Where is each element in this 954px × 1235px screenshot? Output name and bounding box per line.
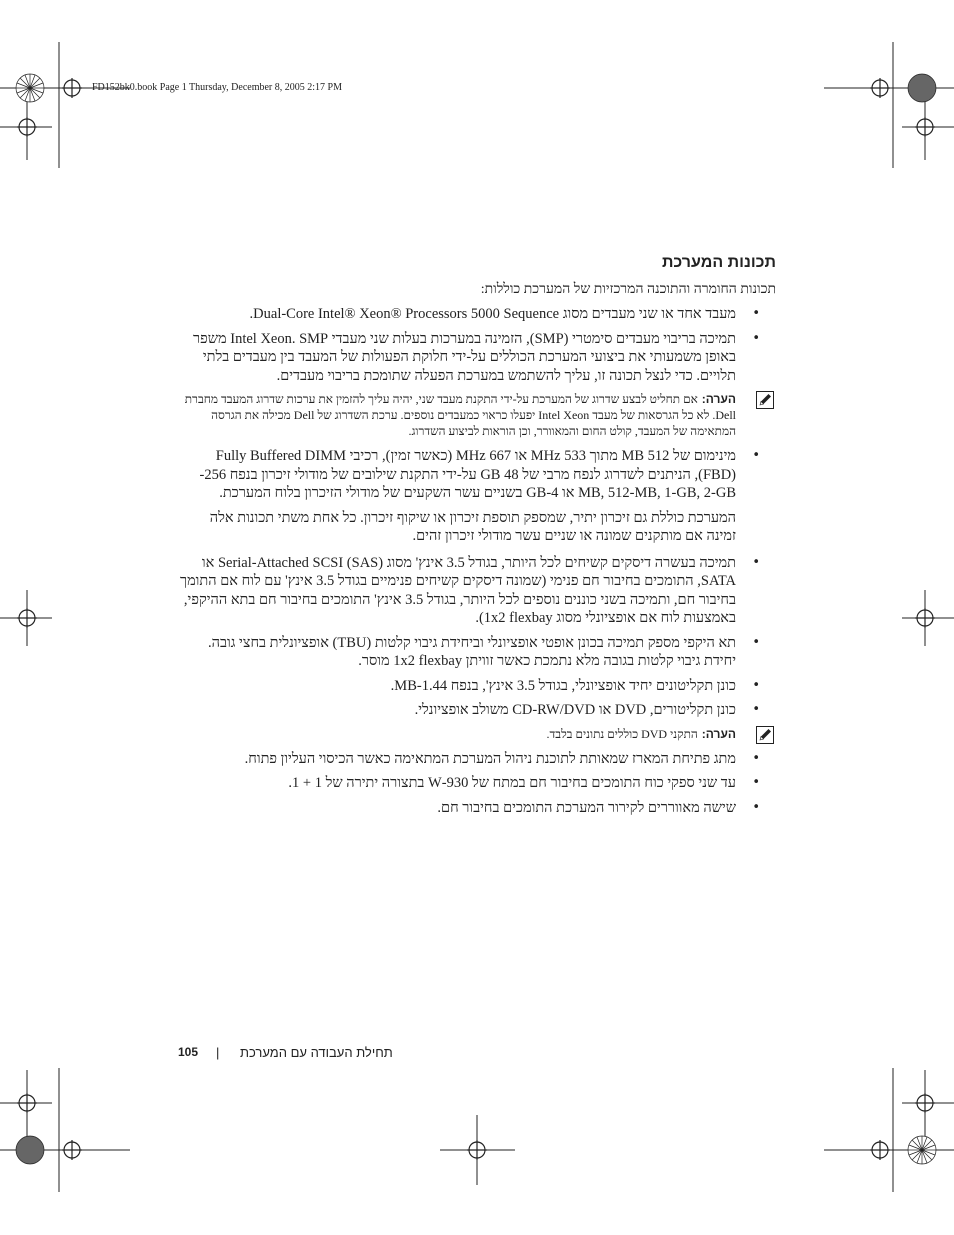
feature-list <box>178 554 776 720</box>
list-item: • מתג פתיחת המארז שמאותת לתוכנת ניהול המערכת המתאימה כאשר הכיסוי העליון פתוח. <box>178 750 776 769</box>
list-item: • מעבד אחד או שני מעבדים מסוג Dual-Core Intel® Xeon® Processors 5000 Sequence. <box>178 305 776 324</box>
print-header: FD152bk0.book Page 1 Thursday, December 8, 2005 2:17 PM <box>92 82 342 93</box>
section-intro: תכונות החומרה והתוכנה המרכזיות של המערכת כוללות: <box>480 282 776 297</box>
list-item: • תא היקפי מספק תמיכה בכונן אופטי אופציונלי וביחידת גיבוי קלטות (TBU) אופציונלית בחצי גובה. יחידת גיבוי קלטות בגובה מלא נתמכת כאשר זוויתן 1x2 flexbay מוסר. <box>178 634 776 671</box>
list-item: • עד שני ספקי כוח התומכים בחיבור חם במתח של 930-W בתצורה יתירה של 1 + 1. <box>178 774 776 793</box>
note-text: אם תחליט לבצע שדרוג של המערכת על-ידי התקנת מעבד שני, יהיה עליך להזמין את ערכות שדרוג המעבד מחברת Dell. לא כל הגרסאות של מעבד Intel Xeon יפעלו כראוי כמעבדים נוספים. ערכת השדרוג של Dell מכילה את הגרסה המתאימה של המעבד, קולט החום והמאוורר, וכן הוראות לביצוע השדרוג. <box>184 392 736 438</box>
feature-list <box>178 750 776 818</box>
section-title: תכונות המערכת <box>661 254 776 271</box>
note-text: התקני DVD כוללים נתונים בלבד. <box>546 726 698 741</box>
note-callout <box>178 726 776 742</box>
footer-chapter-title: תחילת העבודה עם המערכת <box>240 1045 393 1060</box>
list-item: • כונן תקליטונים יחיד אופציונלי, בגודל 3.5 אינץ', בנפח 1.44-MB. <box>178 677 776 696</box>
list-item: • שישה מאווררים לקירור המערכת התומכים בחיבור חם. <box>178 799 776 818</box>
list-item: • תמיכה בריבוי מעבדים סימטרי (SMP), הזמינה במערכות בעלות שני מעבדי Intel Xeon. SMP משפר באופן משמעותי את ביצועי המערכת הכוללים על-ידי חלוקת הפעולות של המעבד בין מעבדים בלתי תלויים. כדי לנצל תכונה זו, עליך להשתמש במערכת הפעלה שתומכת בריבוי מעבדים. <box>178 330 776 386</box>
footer-separator: | <box>216 1045 220 1060</box>
note-pencil-icon <box>756 726 774 744</box>
list-item: • כונן תקליטורים, DVD או CD-RW/DVD משולב אופציונלי. <box>178 701 776 720</box>
note-pencil-icon <box>756 391 774 409</box>
list-item: • מינימום של 512 MB מתוך 533 MHz או 667 MHz (כאשר זמין), רכיבי Fully Buffered DIMM (FBD), הניתנים לשדרוג לנפח מרבי של 48 GB על-ידי התקנת שילובים של מודולי זיכרון בנפח 256-MB, 512-MB, 1-GB, 2-GB או 4-GB בשניים עשר השקעים של מודולי הזיכרון בלוח המערכת. <box>178 447 776 503</box>
list-item: • תמיכה בעשרה דיסקים קשיחים לכל היותר, בגודל 3.5 אינץ' מסוג Serial-Attached SCSI (SAS) או SATA, התומכים בחיבור חם פנימי (שמונה דיסקים קשיחים פנימיים בגודל 3.5 אינץ' עם לוח אם התומך בחיבור חם, ותמיכה בשני כוננים נוספים לכל היותר, בגודל 3.5 אינץ' התומכים בחיבור חם בתא ההיקפי, באמצעות לוח אם אופציונלי מסוג 1x2 flexbay). <box>178 554 776 628</box>
feature-list <box>178 305 776 385</box>
feature-list <box>178 447 776 503</box>
main-content <box>178 254 776 823</box>
page-footer <box>178 1045 776 1065</box>
memory-paragraph: המערכת כוללת גם זיכרון יתיר, שמספק תוספת זיכרון או שיקוף זיכרון. כל אחת משתי תכונות אלה זמינה אם מותקנים שמונה או שניים עשר מודולי זיכרון זהים. <box>209 509 736 544</box>
note-label: הערה: <box>701 392 736 406</box>
page-number: 105 <box>178 1045 199 1059</box>
note-label: הערה: <box>701 726 736 741</box>
note-callout <box>178 391 776 439</box>
